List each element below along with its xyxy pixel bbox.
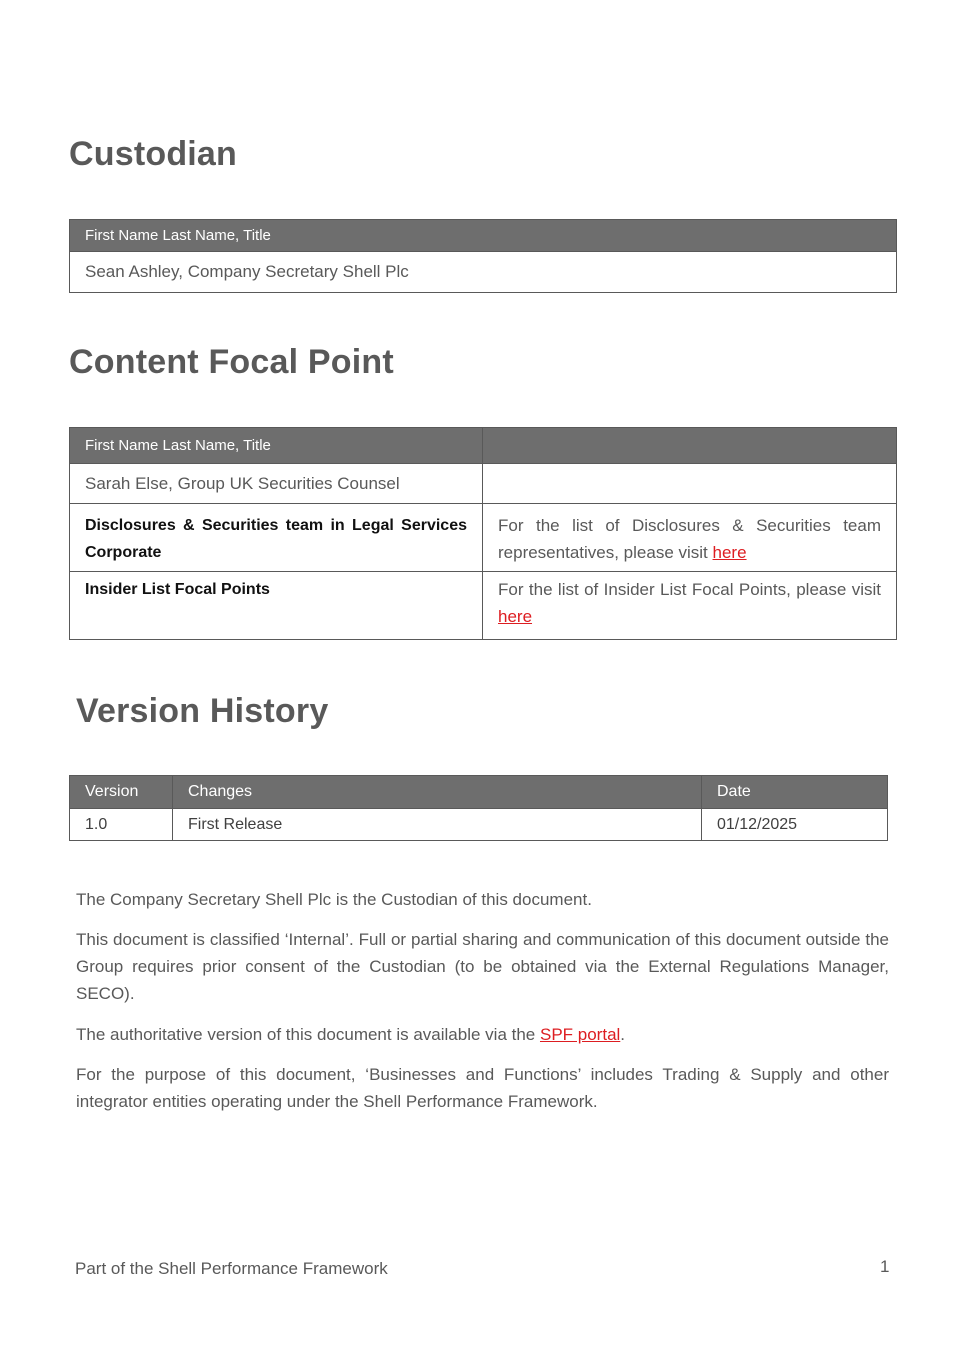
changes-column-header: Changes (173, 776, 702, 809)
custodian-heading: Custodian (69, 135, 238, 173)
version-column-header: Version (70, 776, 173, 809)
focal-row-description (483, 504, 897, 572)
version-cell: 1.0 (70, 809, 173, 841)
focal-point-header-left: First Name Last Name, Title (70, 428, 483, 464)
authoritative-version-note (76, 1021, 889, 1048)
date-column-header: Date (702, 776, 888, 809)
changes-cell: First Release (173, 809, 702, 841)
authoritative-version-end: . (620, 1025, 626, 1044)
date-cell: 01/12/2025 (702, 809, 888, 841)
custodian-note: The Company Secretary Shell Plc is the Custodian of this document. (76, 890, 592, 909)
focal-point-header-right (483, 428, 897, 464)
classification-note: This document is classified ‘Internal’. Full or partial sharing and communication of this document outside the Group requires prior consent of the Custodian (to be obtained via the External Regulations Manager, SECO). (76, 930, 889, 1003)
authoritative-version-text: The authoritative version of this document is available via the (76, 1025, 536, 1044)
focal-row-description (483, 572, 897, 640)
footer-text: Part of the Shell Performance Framework (75, 1259, 388, 1278)
page-number: 1 (880, 1257, 890, 1276)
version-history-table (69, 775, 888, 841)
focal-row-text: For the list of Disclosures & Securities team representatives, please visit (498, 515, 881, 562)
custodian-value: Sean Ashley, Company Secretary Shell Plc (70, 252, 897, 293)
businesses-functions-note: For the purpose of this document, ‘Businesses and Functions’ includes Trading & Supply and other integrator entities operating under the Shell Performance Framework. (76, 1065, 889, 1111)
version-history-heading: Version History (76, 692, 329, 730)
disclosures-team-link[interactable]: here (712, 542, 747, 562)
focal-row-label: Insider List Focal Points (70, 572, 483, 640)
focal-point-heading: Content Focal Point (69, 343, 394, 381)
insider-list-link[interactable]: here (498, 607, 533, 626)
focal-point-empty-cell (483, 464, 897, 504)
focal-point-table (69, 427, 897, 640)
focal-row-label: Disclosures & Securities team in Legal Services Corporate (70, 504, 483, 572)
focal-row-text: For the list of Insider List Focal Points, please visit (498, 580, 881, 599)
custodian-header: First Name Last Name, Title (70, 220, 897, 252)
focal-point-name: Sarah Else, Group UK Securities Counsel (70, 464, 483, 504)
custodian-table (69, 219, 897, 293)
table-row (70, 809, 888, 841)
spf-portal-link[interactable]: SPF portal (539, 1025, 621, 1044)
